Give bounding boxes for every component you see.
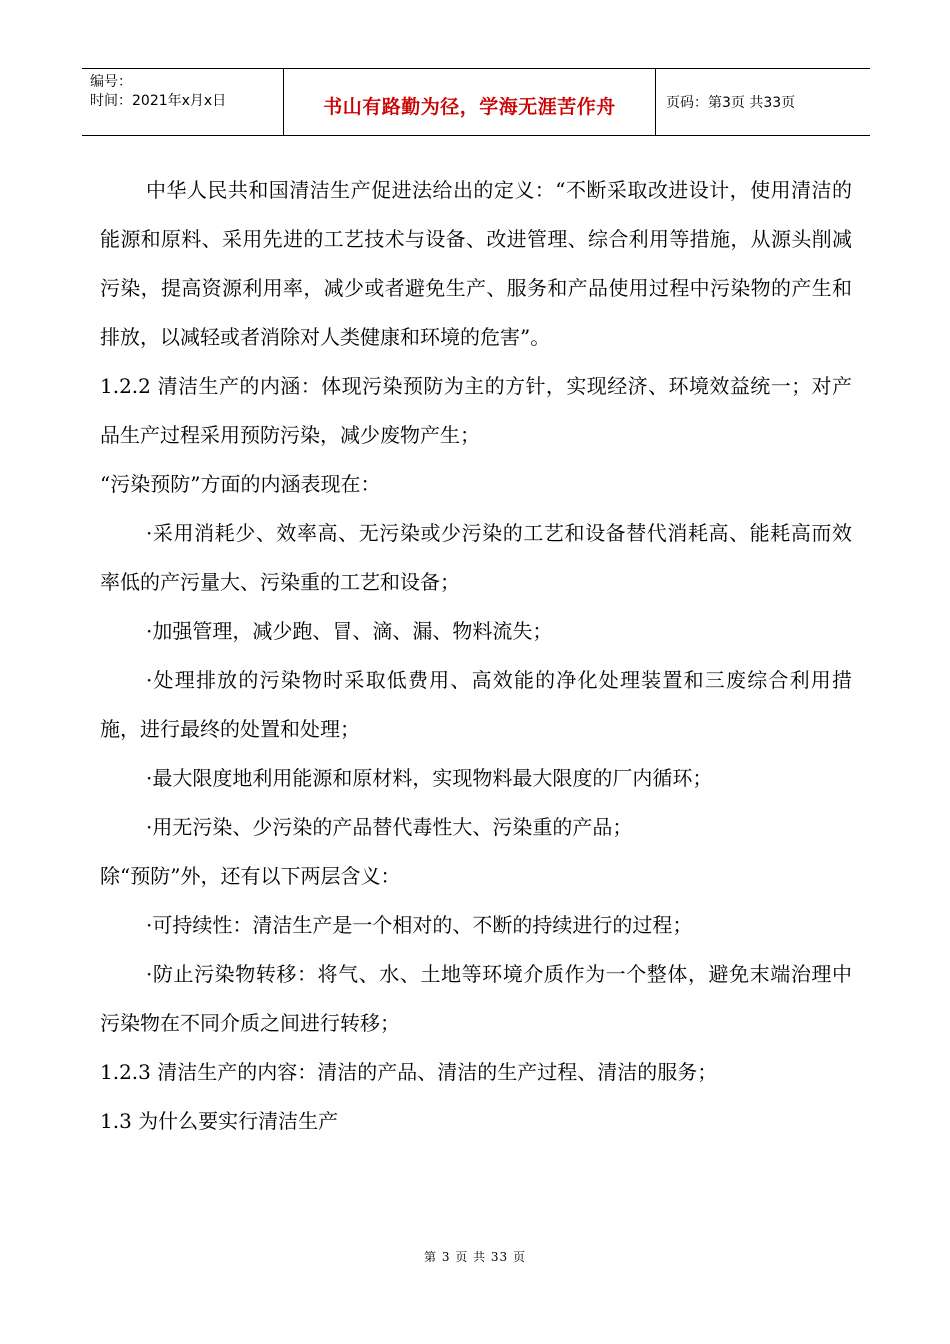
document-body (100, 166, 852, 1146)
section-heading-1-2-3: 1.2.3 清洁生产的内容：清洁的产品、清洁的生产过程、清洁的服务； (100, 1060, 718, 1084)
list-item: ·可持续性：清洁生产是一个相对的、不断的持续进行的过程； (146, 913, 693, 937)
header-page-cell (656, 69, 870, 135)
document-number-label: 编号： (90, 74, 132, 90)
list-item: ·防止污染物转移：将气、水、土地等环境介质作为一个整体，避免末端治理中污染物在不同介质之间进行转移； (100, 962, 852, 1035)
list-item: ·最大限度地利用能源和原材料，实现物料最大限度的厂内循环； (146, 766, 713, 790)
list-item: ·处理排放的污染物时采取低费用、高效能的净化处理装置和三废综合利用措施，进行最终的处置和处理； (100, 668, 852, 741)
list-item: ·采用消耗少、效率高、无污染或少污染的工艺和设备替代消耗高、能耗高而效率低的产污量大、污染重的工艺和设备； (100, 521, 852, 594)
header-meta-cell (82, 69, 284, 135)
section-heading-1-2-2: 1.2.2 清洁生产的内涵：体现污染预防为主的方针，实现经济、环境效益统一；对产品生产过程采用预防污染，减少废物产生； (100, 374, 852, 447)
section-heading-1-3: 1.3 为什么要实行清洁生产 (100, 1109, 339, 1133)
header-motto-cell (284, 69, 656, 135)
document-header (82, 68, 870, 136)
paragraph-prevention-intro: “污染预防”方面的内涵表现在： (100, 472, 381, 496)
page-footer: 第 3 页 共 33 页 (424, 1250, 526, 1264)
header-page-label: 页码：第3页 共33页 (666, 95, 796, 111)
list-item: ·加强管理，减少跑、冒、滴、漏、物料流失； (146, 619, 553, 643)
header-motto: 书山有路勤为径，学海无涯苦作舟 (323, 95, 616, 118)
paragraph-definition: 中华人民共和国清洁生产促进法给出的定义：“不断采取改进设计，使用清洁的能源和原料、采用先进的工艺技术与设备、改进管理、综合利用等措施，从源头削减污染，提高资源利用率，减少或者避免生产、服务和产品使用过程中污染物的产生和排放，以减轻或者消除对人类健康和环境的危害”。 (100, 178, 852, 349)
list-item: ·用无污染、少污染的产品替代毒性大、污染重的产品； (146, 815, 633, 839)
document-time-label: 时间：2021年x月x日 (90, 93, 227, 109)
paragraph-other-meanings: 除“预防”外，还有以下两层含义： (100, 864, 401, 888)
